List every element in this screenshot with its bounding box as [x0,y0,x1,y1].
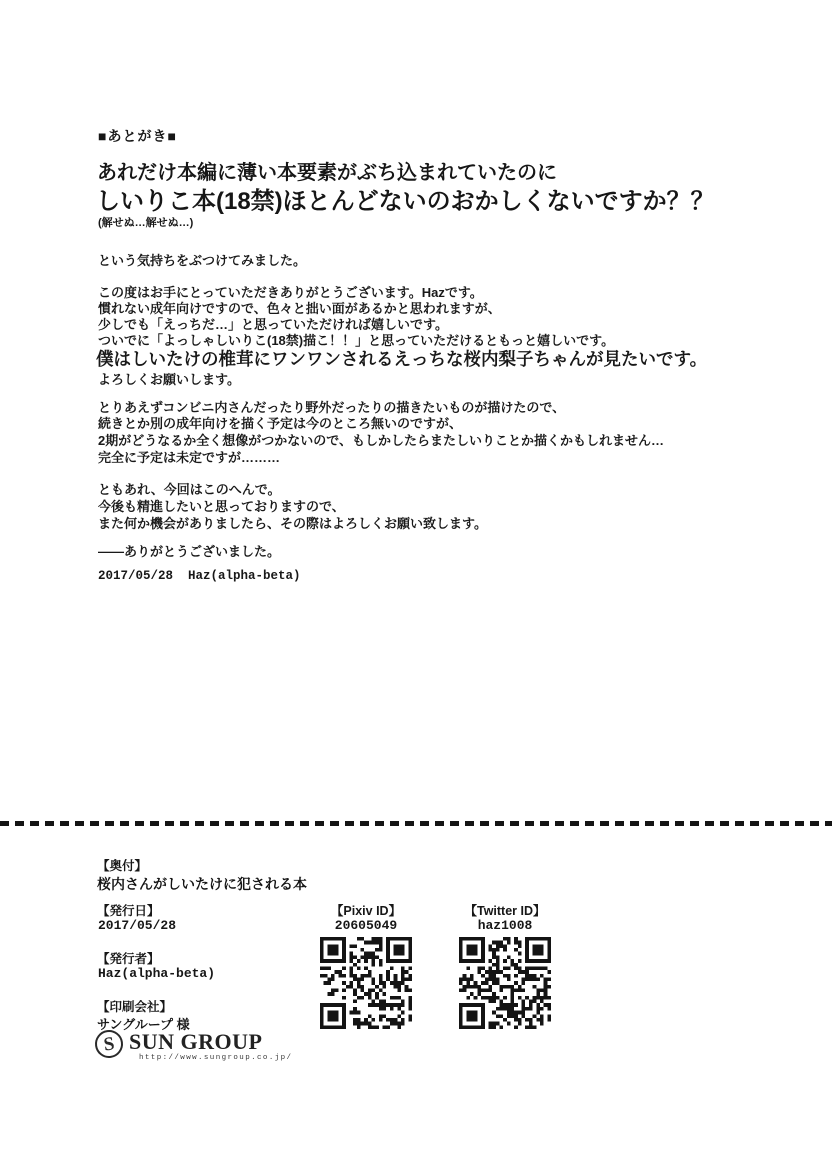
afterword-line: ついでに「よっしゃしいりこ(18禁)描こ！！」と思っていただけるともっと嬉しいです。 [98,333,615,348]
twitter-qr-code [459,937,551,1029]
twitter-id-value: haz1008 [477,918,533,933]
afterword-line: 今後も精進したいと思っておりますので、 [98,499,345,514]
afterword-headline-line1: あれだけ本編に薄い本要素がぶち込まれていたのに [97,162,557,184]
sun-group-circle-icon: S [93,1028,125,1060]
pixiv-qr-code [320,937,412,1029]
afterword-line: この度はお手にとっていただきありがとうございます。Hazです。 [98,285,483,300]
afterword-headline-line2: しいりこ本(18禁)ほとんどないのおかしくないですか？？ [96,188,715,215]
pixiv-id-label: 【Pixiv ID】 [330,904,402,918]
printer-name: サングループ 様 [97,1017,190,1032]
afterword-thanks-line: ――ありがとうございました。 [98,544,281,559]
printer-label: 【印刷会社】 [97,1000,173,1014]
sun-group-logo-text: SUN GROUP [129,1029,263,1054]
afterword-line: 続きとか別の成年向けを描く予定は今のところ無いのですが、 [98,416,463,431]
afterword-line: 2期がどうなるか全く想像がつかないので、もしかしたらまたしいりことか描くかもしれません… [98,433,664,448]
afterword-line: 少しでも「えっちだ…」と思っていただければ嬉しいです。 [98,317,448,332]
publish-date-label: 【発行日】 [97,904,160,918]
pixiv-id-value: 20605049 [334,918,398,933]
publish-date-value: 2017/05/28 [98,918,177,933]
sun-group-logo [95,1030,292,1062]
afterword-intro-line: という気持ちをぶつけてみました。 [98,253,307,268]
afterword-date-signature: 2017/05/28 Haz(alpha-beta) [98,569,301,583]
afterword-line: ともあれ、今回はこのへんで。 [98,482,281,497]
colophon-section-label: 【奥付】 [97,859,148,873]
afterword-line: 慣れない成年向けですので、色々と拙い面があるかと思われますが、 [98,301,501,316]
afterword-emphasis-line: 僕はしいたけの椎茸にワンワンされるえっちな桜内梨子ちゃんが見たいです。 [96,349,708,369]
afterword-line: とりあえずコンビニ内さんだったり野外だったりの描きたいものが描けたので、 [98,400,566,415]
book-title: 桜内さんがしいたけに犯される本 [97,876,307,892]
sun-group-logo-block [129,1030,292,1062]
afterword-heading: ■あとがき■ [98,128,177,144]
twitter-id-label: 【Twitter ID】 [464,904,546,918]
sun-group-url: http://www.sungroup.co.jp/ [139,1054,293,1063]
afterword-line: よろしくお願いします。 [98,372,240,387]
publisher-name: Haz(alpha-beta) [98,966,216,981]
dashed-separator [0,821,832,826]
publisher-label: 【発行者】 [97,952,160,966]
afterword-line: 完全に予定は未定ですが……… [98,450,281,465]
afterword-line: また何か機会がありましたら、その際はよろしくお願い致します。 [98,516,487,531]
afterword-headline-note: (解せぬ…解せぬ…) [98,217,194,229]
